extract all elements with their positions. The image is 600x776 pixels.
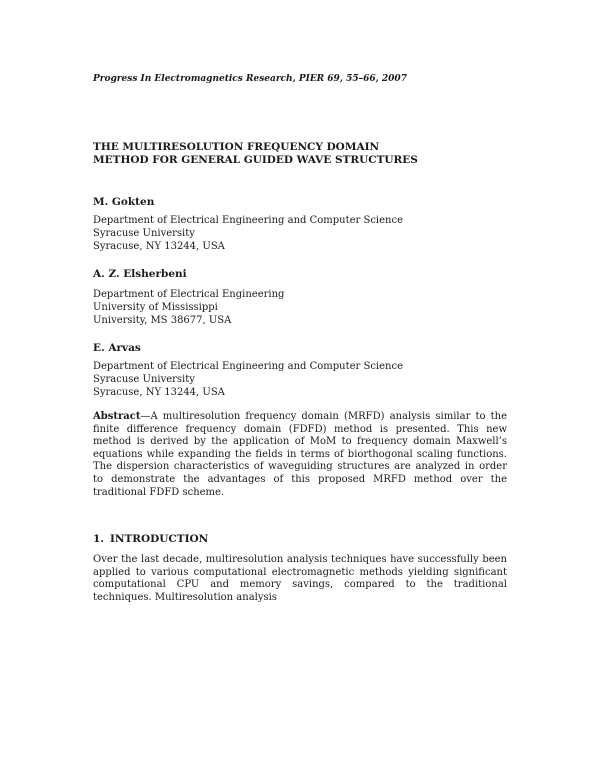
journal-header: Progress In Electromagnetics Research, PIER 69, 55–66, 2007 <box>93 74 407 84</box>
section-title: INTRODUCTION <box>109 533 209 545</box>
abstract-label: Abstract <box>93 411 141 422</box>
abstract <box>93 411 507 499</box>
section-heading <box>93 533 208 545</box>
author-affiliation <box>93 214 403 253</box>
affiliation-line: Department of Electrical Engineering and Computer Science <box>93 361 404 372</box>
author-name: M. Gokten <box>93 196 155 208</box>
affiliation-line: Department of Electrical Engineering <box>93 289 285 300</box>
affiliation-line: Syracuse, NY 13244, USA <box>93 241 225 252</box>
author-name: E. Arvas <box>93 342 141 354</box>
affiliation-line: Syracuse University <box>93 228 195 239</box>
paper-title: THE MULTIRESOLUTION FREQUENCY DOMAIN METHOD FOR GENERAL GUIDED WAVE STRUCTURES <box>93 141 418 166</box>
affiliation-line: Syracuse University <box>93 374 195 385</box>
affiliation-line: Department of Electrical Engineering and Computer Science <box>93 215 404 226</box>
author-affiliation <box>93 288 284 327</box>
affiliation-line: University, MS 38677, USA <box>93 315 232 326</box>
affiliation-line: Syracuse, NY 13244, USA <box>93 387 225 398</box>
affiliation-line: University of Mississippi <box>93 302 218 313</box>
abstract-text: —A multiresolution frequency domain (MRFD) analysis similar to the finite difference frequency domain (FDFD) method is presented. This new method is derived by the application of MoM to frequency domain Maxwell’s equations while expanding the fields in terms of biorthogonal scaling functions. The dispersion characteristics of waveguiding structures are analyzed in order to demonstrate the advantages of this proposed MRFD method over the traditional FDFD scheme. <box>93 411 507 498</box>
introduction-text: Over the last decade, multiresolution analysis techniques have successfully been applied to various computational electromagnetic methods yielding significant computational CPU and memory savings, compared to the traditional techniques. Multiresolution analysis <box>93 554 507 603</box>
author-affiliation <box>93 360 403 399</box>
author-name: A. Z. Elsherbeni <box>93 268 187 280</box>
section-number: 1. <box>93 533 104 545</box>
